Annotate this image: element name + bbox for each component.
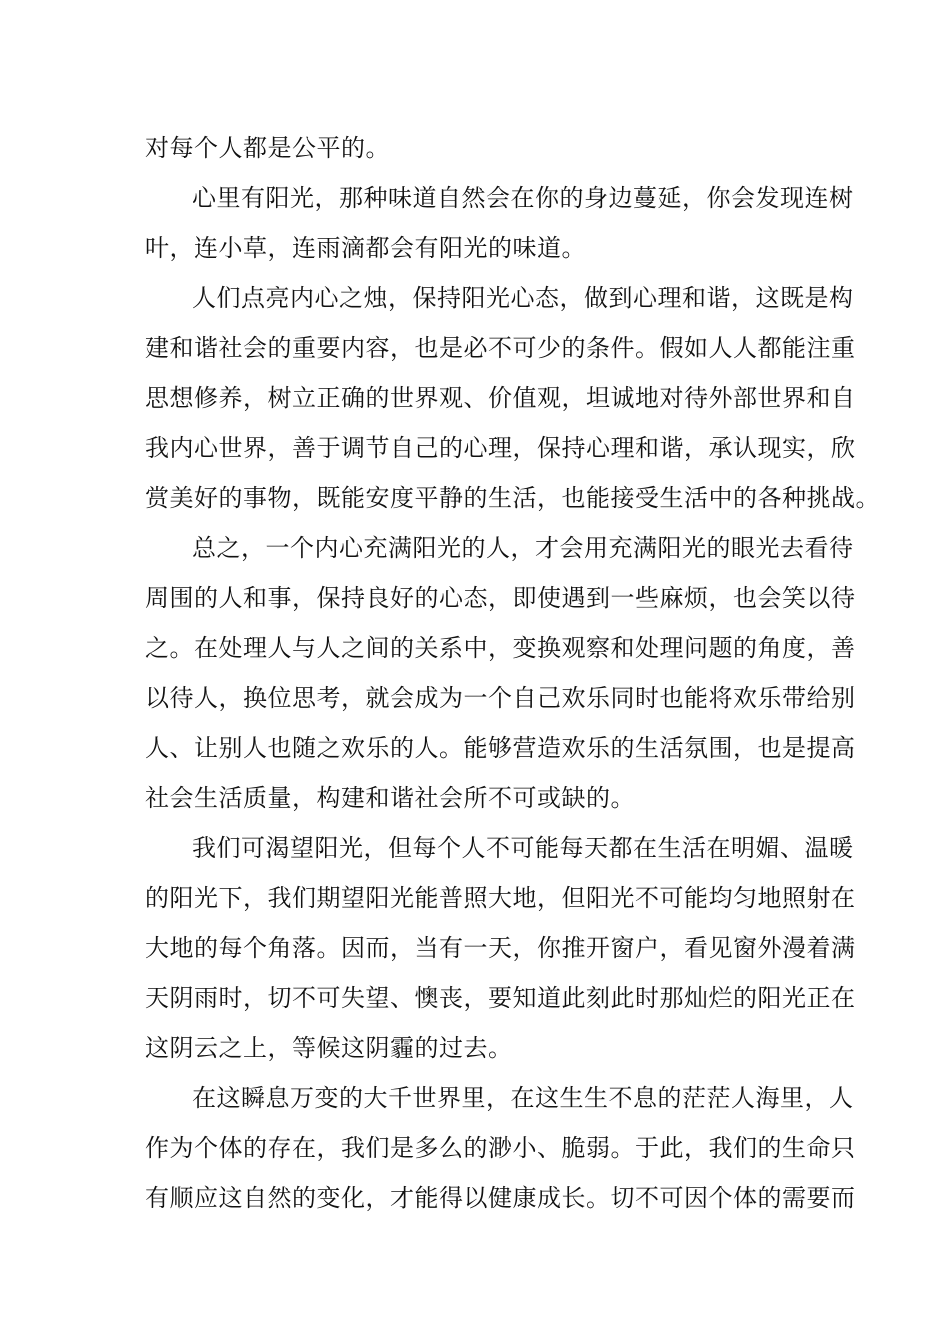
line-text: 心里有阳光，那种味道自然会在你的身边蔓延，你会发现连树 [192, 184, 854, 212]
line-text: 以待人，换位思考，就会成为一个自己欢乐同时也能将欢乐带给别 [145, 684, 856, 712]
line-text: 赏美好的事物，既能安度平静的生活，也能接受生活中的各种挑战。 [145, 484, 880, 512]
line-text: 在这瞬息万变的大千世界里，在这生生不息的茫茫人海里，人 [192, 1084, 854, 1112]
line-text: 人、让别人也随之欢乐的人。能够营造欢乐的生活氛围，也是提高 [145, 734, 856, 762]
text-line [0, 778, 950, 818]
line-text: 叶，连小草，连雨滴都会有阳光的味道。 [145, 234, 586, 262]
text-line [0, 178, 950, 218]
line-text: 我们可渴望阳光，但每个人不可能每天都在生活在明媚、温暖 [192, 834, 854, 862]
text-line [0, 528, 950, 568]
text-line [0, 928, 950, 968]
line-text: 社会生活质量，构建和谐社会所不可或缺的。 [145, 784, 635, 812]
text-line [0, 1178, 950, 1218]
line-text: 人们点亮内心之烛，保持阳光心态，做到心理和谐，这既是构 [192, 284, 854, 312]
text-line [0, 1078, 950, 1118]
line-text: 有顺应这自然的变化，才能得以健康成长。切不可因个体的需要而 [145, 1184, 856, 1212]
text-line [0, 978, 950, 1018]
text-line [0, 278, 950, 318]
line-text: 之。在处理人与人之间的关系中，变换观察和处理问题的角度，善 [145, 634, 856, 662]
line-text: 作为个体的存在，我们是多么的渺小、脆弱。于此，我们的生命只 [145, 1134, 856, 1162]
text-line [0, 428, 950, 468]
line-text: 建和谐社会的重要内容，也是必不可少的条件。假如人人都能注重 [145, 334, 856, 362]
text-line [0, 328, 950, 368]
text-line [0, 828, 950, 868]
line-text: 我内心世界，善于调节自己的心理，保持心理和谐，承认现实，欣 [145, 434, 856, 462]
line-text: 大地的每个角落。因而，当有一天，你推开窗户，看见窗外漫着满 [145, 934, 856, 962]
text-line [0, 1128, 950, 1168]
text-line [0, 578, 950, 618]
text-line [0, 728, 950, 768]
line-text: 周围的人和事，保持良好的心态，即使遇到一些麻烦，也会笑以待 [145, 584, 856, 612]
text-line [0, 878, 950, 918]
text-line [0, 678, 950, 718]
line-text: 天阴雨时，切不可失望、懊丧，要知道此刻此时那灿烂的阳光正在 [145, 984, 856, 1012]
line-text: 对每个人都是公平的。 [145, 134, 390, 162]
line-text: 这阴云之上，等候这阴霾的过去。 [145, 1034, 513, 1062]
line-text: 的阳光下，我们期望阳光能普照大地，但阳光不可能均匀地照射在 [145, 884, 856, 912]
text-line [0, 378, 950, 418]
text-line [0, 1028, 950, 1068]
text-line [0, 128, 950, 168]
text-line [0, 228, 950, 268]
line-text: 思想修养，树立正确的世界观、价值观，坦诚地对待外部世界和自 [145, 384, 856, 412]
text-line [0, 628, 950, 668]
text-line [0, 478, 950, 518]
line-text: 总之，一个内心充满阳光的人，才会用充满阳光的眼光去看待 [192, 534, 854, 562]
